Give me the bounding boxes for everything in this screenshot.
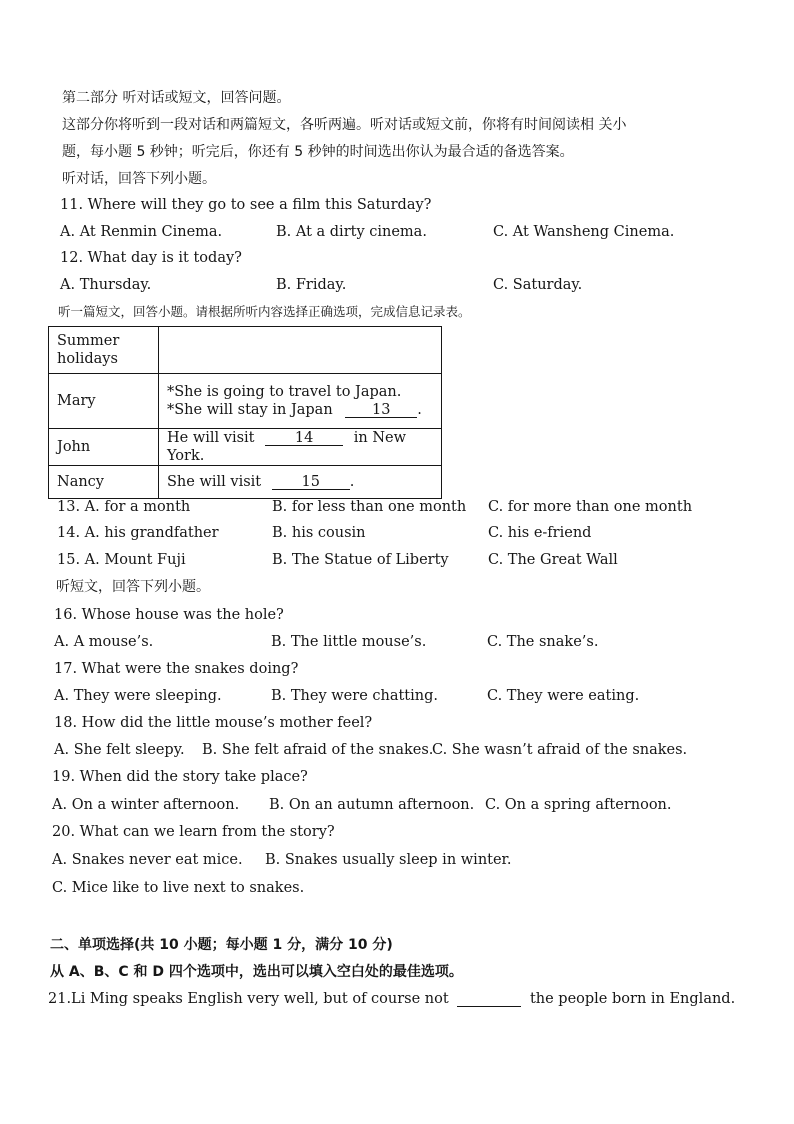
blank-13: 13 [345, 403, 417, 418]
q13-option-a: 13. A. for a month [57, 499, 191, 515]
mary-line2-end: . [417, 402, 422, 418]
q21-blank [457, 992, 521, 1007]
q13-option-b: B. for less than one month [272, 499, 467, 515]
q18-option-b: B. She felt afraid of the snakes. [202, 742, 434, 758]
passage1-instruction: 听一篇短文，回答小题。请根据所听内容选择正确选项，完成信息记录表。 [58, 304, 471, 319]
q11-option-c: C. At Wansheng Cinema. [493, 224, 675, 240]
nancy-text-end: . [349, 474, 355, 490]
q15-option-a: 15. A. Mount Fuji [57, 552, 186, 568]
blank-15: 15 [272, 475, 350, 490]
q16-stem: 16. Whose house was the hole? [54, 607, 284, 623]
q17-option-c: C. They were eating. [487, 688, 640, 704]
table-header-label: Summer holidays [57, 333, 120, 367]
mary-line1: *She is going to travel to Japan. [167, 384, 402, 400]
q20-option-a: A. Snakes never eat mice. [52, 852, 243, 868]
part2-title: 第二部分 听对话或短文，回答问题。 [62, 90, 291, 106]
john-name: John [57, 439, 91, 455]
table-row [49, 327, 442, 374]
q12-stem: 12. What day is it today? [60, 250, 242, 266]
q14-option-a: 14. A. his grandfather [57, 525, 219, 541]
q21-text-end: the people born in England. [529, 991, 736, 1007]
q20-option-c: C. Mice like to live next to snakes. [52, 880, 305, 896]
q12-option-b: B. Friday. [276, 277, 347, 293]
nancy-name-cell [49, 466, 159, 499]
john-name-cell [49, 429, 159, 466]
q11-stem: 11. Where will they go to see a film this Saturday? [60, 197, 432, 213]
q16-option-a: A. A mouse’s. [54, 634, 154, 650]
john-info-cell [159, 429, 442, 466]
q19-stem: 19. When did the story take place? [52, 769, 308, 785]
q13-option-c: C. for more than one month [488, 499, 693, 515]
q15-option-c: C. The Great Wall [488, 552, 618, 568]
q18-stem: 18. How did the little mouse’s mother feel? [54, 715, 373, 731]
john-text-end: in New York. [167, 430, 406, 464]
table-row [49, 429, 442, 466]
mary-info-cell [159, 374, 442, 429]
q20-option-b: B. Snakes usually sleep in winter. [265, 852, 512, 868]
part2-intro-line1: 这部分你将听到一段对话和两篇短文，各听两遍。听对话或短文前，你将有时间阅读相 关小 [62, 117, 627, 133]
q20-stem: 20. What can we learn from the story? [52, 824, 335, 840]
nancy-text: She will visit [167, 474, 262, 490]
table-row [49, 466, 442, 499]
q11-option-b: B. At a dirty cinema. [276, 224, 427, 240]
q18-option-c: C. She wasn’t afraid of the snakes. [432, 742, 688, 758]
dialog-instruction: 听对话，回答下列小题。 [62, 171, 216, 187]
q12-option-c: C. Saturday. [493, 277, 583, 293]
section2-title: 二、单项选择(共 10 小题；每小题 1 分，满分 10 分) [50, 937, 393, 953]
q17-option-a: A. They were sleeping. [54, 688, 222, 704]
john-text: He will visit [167, 430, 255, 446]
blank-14: 14 [265, 431, 343, 446]
q19-option-a: A. On a winter afternoon. [52, 797, 240, 813]
q21-stem [48, 990, 735, 1008]
section2-instruction: 从 A、B、C 和 D 四个选项中，选出可以填入空白处的最佳选项。 [50, 964, 463, 980]
q16-option-b: B. The little mouse’s. [271, 634, 427, 650]
passage2-instruction: 听短文，回答下列小题。 [56, 579, 210, 595]
table-row [49, 374, 442, 429]
q11-option-a: A. At Renmin Cinema. [60, 224, 223, 240]
table-header-empty-cell [159, 327, 442, 374]
table-header-cell [49, 327, 159, 374]
nancy-name: Nancy [57, 474, 104, 490]
q15-option-b: B. The Statue of Liberty [272, 552, 449, 568]
q18-option-a: A. She felt sleepy. [54, 742, 185, 758]
nancy-info-cell [159, 466, 442, 499]
q17-option-b: B. They were chatting. [271, 688, 439, 704]
info-record-table [48, 326, 442, 499]
q12-option-a: A. Thursday. [60, 277, 152, 293]
mary-name: Mary [57, 393, 96, 409]
mary-name-cell [49, 374, 159, 429]
q14-option-b: B. his cousin [272, 525, 366, 541]
q21-text: 21.Li Ming speaks English very well, but of course not [48, 991, 449, 1007]
q16-option-c: C. The snake’s. [487, 634, 599, 650]
mary-line2-text: *She will stay in Japan [167, 402, 333, 418]
q19-option-b: B. On an autumn afternoon. [269, 797, 475, 813]
q14-option-c: C. his e-friend [488, 525, 592, 541]
q17-stem: 17. What were the snakes doing? [54, 661, 299, 677]
mary-line2 [167, 401, 433, 419]
q19-option-c: C. On a spring afternoon. [485, 797, 672, 813]
part2-intro-line2: 题，每小题 5 秒钟；听完后，你还有 5 秒钟的时间选出你认为最合适的备选答案。 [62, 144, 574, 160]
